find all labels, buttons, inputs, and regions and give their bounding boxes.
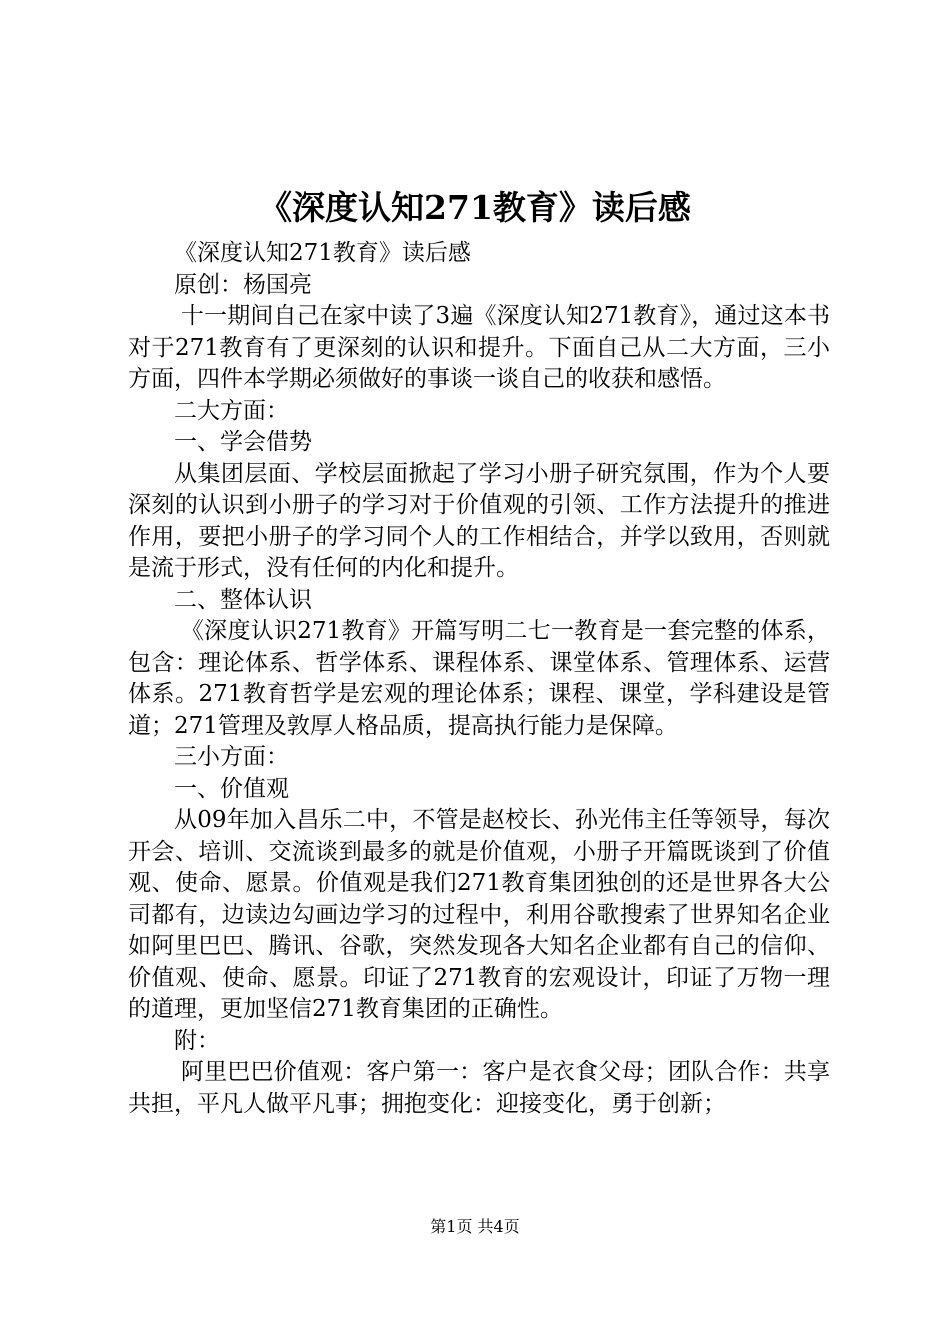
document-title: 《深度认知271教育》读后感 (259, 188, 691, 227)
heading-two-aspects: 二大方面： (174, 397, 289, 424)
heading-three-aspects: 三小方面： (174, 744, 289, 770)
paragraph-intro: 十一期间自己在家中读了3遍《深度认知271教育》，通过这本书对于271教育有了更深刻的认识和提升。下面自己从二大方面，三小方面，四件本学期必须做好的事谈一谈自己的收获和感悟。 (128, 303, 830, 392)
paragraph-subtitle: 《深度认知271教育》读后感 (174, 240, 471, 266)
paragraph-overall: 《深度认识271教育》开篇写明二七一教育是一套完整的体系，包含：理论体系、哲学体系、课程体系、课堂体系、管理体系、运营体系。271教育哲学是宏观的理论体系；课程、课堂，学科建设是管道；271管理及敦厚人格品质，提高执行能力是保障。 (128, 618, 830, 739)
heading-leverage: 一、学会借势 (174, 429, 312, 455)
heading-values: 一、价值观 (174, 775, 289, 802)
document-body (128, 238, 830, 1120)
paragraph-author: 原创：杨国亮 (174, 271, 312, 298)
heading-appendix: 附： (174, 1027, 220, 1054)
paragraph-values: 从09年加入昌乐二中，不管是赵校长、孙光伟主任等领导，每次开会、培训、交流谈到最多的就是价值观，小册子开篇既谈到了价值观、使命、愿景。价值观是我们271教育集团独创的还是世界各大公司都有，边读边勾画边学习的过程中，利用谷歌搜索了世界知名企业如阿里巴巴、腾讯、谷歌，突然发现各大知名企业都有自己的信仰、价值观、使命、愿景。印证了271教育的宏观设计，印证了万物一理的道理，更加坚信271教育集团的正确性。 (128, 807, 830, 1022)
paragraph-leverage: 从集团层面、学校层面掀起了学习小册子研究氛围，作为个人要深刻的认识到小册子的学习对于价值观的引领、工作方法提升的推进作用，要把小册子的学习同个人的工作相结合，并学以致用，否则就是流于形式，没有任何的内化和提升。 (128, 460, 830, 581)
paragraph-alibaba: 阿里巴巴价值观：客户第一：客户是衣食父母；团队合作：共享共担，平凡人做平凡事；拥抱变化：迎接变化，勇于创新； (128, 1059, 830, 1117)
page-footer: 第1页 共4页 (430, 1217, 520, 1236)
heading-overall: 二、整体认识 (174, 586, 312, 613)
